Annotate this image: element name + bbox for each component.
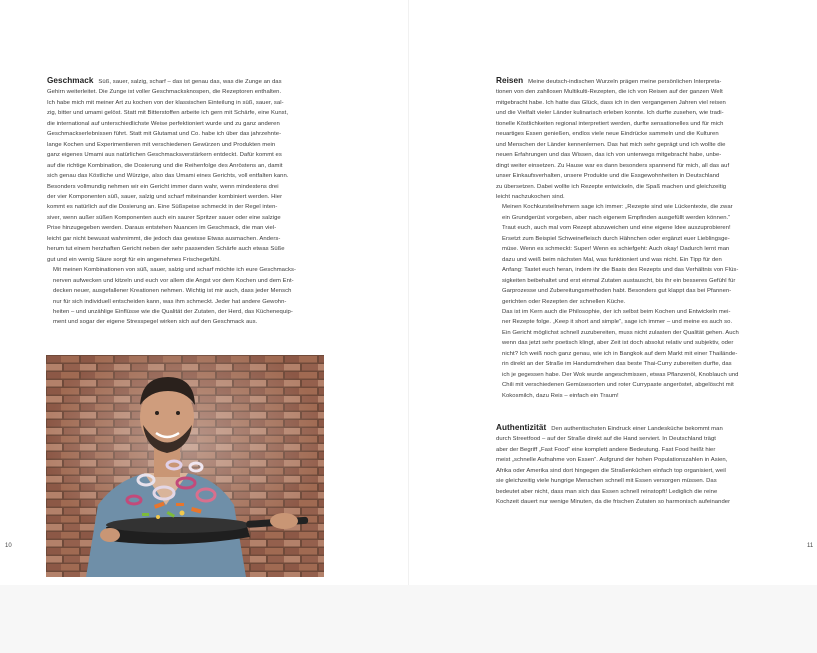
text-line: sigkeiten beibehaltet und erst einmal Zutaten austauscht, bis ihr ein besseres Gefühl für (502, 277, 736, 284)
bottom-shadow-band (0, 585, 817, 653)
text-line: Kochzeit dauert nur wenige Minuten, da die frischen Zutaten so harmonisch aufeinander (496, 499, 731, 506)
text-line: nur für sich individuell entscheiden kann, was ihm schmeckt. Jeder hat andere Gewohn- (53, 298, 287, 305)
reisen-paragraph-2 (496, 202, 772, 307)
text-line: leicht nachzukochen sind. (496, 193, 565, 200)
text-line: Anfang: Tastet euch heran, indem ihr die Basis des Rezepts und das Verhältnis von Flüs- (502, 267, 739, 274)
text-line: Meine deutsch-indischen Wurzeln prägen meine persönlichen Interpreta- (528, 79, 722, 85)
text-line: Den authentischsten Eindruck einer Landesküche bekommt man (551, 426, 723, 432)
text-line: decken neuer, ausgefallener Kreationen nehmen. Wichtig ist mir auch, dass jeder Mensch (53, 288, 292, 295)
text-line: Chili mit verschiedenen Gemüsesorten und roter Currypaste angeröstet, abgelöscht mit (502, 382, 734, 389)
page-number-right: 11 (807, 543, 814, 549)
text-line: tionen von den zahllosen Multikulti-Rezepten, die ich von Reisen auf der ganzen Welt (496, 89, 723, 96)
text-line: Meinen Kochkursteilnehmern sage ich immer: „Rezepte sind wie Lückentexte, die zwar (502, 204, 733, 211)
text-line: die international auf unterschiedlichste Weise perfektioniert wurde und zu ganz anderen (47, 120, 280, 127)
text-line: und Menschen der Länder kennenlernen. Das hat mich sehr geprägt und ich wollte die (496, 141, 726, 148)
text-line: Süß, sauer, salzig, scharf – das ist genau das, was die Zunge an das (98, 79, 282, 85)
text-line: zig, bitter und umami gelöst. Statt mit Bitterstoffen arbeite ich gern mit Schärfe, eine Kunst, (47, 110, 289, 117)
text-line: heiten – und unzählige Einflüsse wie die Qualität der Zutaten, der Herd, das Küchenequip- (53, 308, 293, 315)
book-gutter (408, 0, 409, 653)
text-line: Das ist im Kern auch die Philosophie, der ich selbst beim Kochen und Entwickeln mei- (502, 308, 731, 315)
text-line: ich je gegessen habe. Der Wok wurde angeschmissen, etwas Pflanzenöl, Knoblauch und (502, 371, 739, 378)
text-line: nicht? Ich weiß noch ganz genau, wie ich in Bangkok auf dem Markt mit einer Thailände- (502, 350, 738, 357)
text-line: Traut euch, auch mal vom Rezept abzuweichen und eine eigene Idee auszuprobieren! (502, 225, 731, 232)
text-line: müse. Wenn es schmeckt: Super! Wenn es schiefgeht: Auch okay! Dadurch lernt man (502, 246, 730, 253)
text-line: gut und ein wenig Säure sorgt für ein angenehmes Frischegefühl. (47, 256, 221, 263)
reisen-paragraph-1 (496, 76, 772, 202)
page-number-left: 10 (5, 543, 12, 549)
text-line: Mit meinen Kombinationen von süß, sauer, salzig und scharf möchte ich eure Geschmacks- (53, 267, 296, 274)
authentizitaet-paragraph-1 (496, 423, 772, 508)
text-line: ment und sogar der eigene Stresspegel wirken sich auf den Geschmack aus. (53, 319, 258, 326)
text-line: ein Grundgerüst vorgeben, aber nach eigenem Empfinden ausgefüllt werden können.“ (502, 214, 731, 221)
text-line: bedeutet aber nicht, dass man sich das Essen schnell reinstopft! Lediglich die reine (496, 488, 718, 495)
text-line: Gehirn weiterleitet. Die Zunge ist voller Geschmacksknospen, die Rezeptoren enthalten. (47, 89, 282, 96)
text-line: leicht gar nicht bewusst wahrnimmt, die jedoch das gewisse Etwas ausmachen. Anders- (47, 235, 281, 242)
text-line: nerven aufwecken und kitzeln und euch vor allem die Angst vor dem Kochen und dem Ent- (53, 277, 294, 284)
text-line: Geschmackserlebnissen führt. Statt mit Glutamat und Co. habe ich über das jahrzehnte- (47, 131, 282, 138)
text-line: unser Einkaufsverhalten, unsere Produkte und die Essgewohnheiten in Deutschland (496, 173, 720, 180)
reisen-section (496, 76, 772, 401)
text-line: zu übersetzen. Dabei wollte ich Rezepte entwickeln, die Spaß machen und gleichzeitig (496, 183, 727, 190)
text-line: Kokosmilch, dazu Reis – einfach ein Traum! (502, 392, 619, 399)
text-line: Ersetzt zum Beispiel Schweinefleisch durch Hähnchen oder ergänzt euer Lieblingsge- (502, 235, 730, 242)
text-line: mitgebracht habe. Ich hatte das Glück, dass ich in den vergangenen Jahren viel reisen (496, 99, 726, 106)
text-line: und die Vielfalt vieler Länder kulinarisch erleben konnte. Ich durfte zusehen, wie tradi- (496, 110, 724, 117)
text-line: auf die richtige Kombination, die Dosierung und die Reihenfolge des Anröstens an, damit (47, 162, 283, 169)
text-line: kommt es natürlich auf die Dosierung an. Eine Süßspeise schmeckt in der Regel inten- (47, 204, 278, 211)
text-line: sich genau das Köstliche und Würzige, also das Umami eines Gerichts, voll entfalten kann. (47, 173, 289, 180)
text-line: gerichten oder Rezepten der schnellen Küche. (502, 298, 626, 305)
text-line: ner Rezepte folge. „Keep it short and simple“, sage ich immer – und meine es auch so. (502, 319, 733, 326)
authentizitaet-section (496, 423, 772, 508)
text-line: durch Streetfood – auf der Straße direkt auf die Hand serviert. In Deutschland trägt (496, 436, 716, 443)
text-line: Garprozesse und Zubereitungsmethoden habt. Besonders gut klappt das bei Pfannen- (502, 288, 732, 295)
text-line: dingt weiter einsetzen. Zu Hause war es dann besonders spannend für mich, all das auf (496, 162, 730, 169)
geschmack-section (47, 76, 331, 328)
text-line: sie gleichzeitig viele hungrige Menschen schnell mit Essen versorgen müssen. Das (496, 478, 717, 485)
text-line: ganz eigenes Umami aus natürlichen Geschmacksverstärkern entdeckt. Dafür kommt es (47, 152, 282, 159)
text-line: rin direkt an der Straße im Handumdrehen das beste Thai-Curry zubereiten durfte, das (502, 361, 732, 368)
text-line: aber der Begriff „Fast Food“ eine komplett andere Bedeutung. Fast Food heißt hier (496, 446, 716, 453)
geschmack-heading: Geschmack (47, 76, 94, 85)
geschmack-paragraph-1 (47, 76, 331, 265)
reisen-paragraph-3 (496, 307, 772, 401)
text-line: tionelle Köstlichkeiten regional interpretiert werden, durfte sensationelles und für mich (496, 120, 724, 127)
text-line: Afrika oder Amerika sind dort hingegen die Straßenküchen einfach top organisiert, weil (496, 467, 726, 474)
geschmack-paragraph-2 (47, 265, 331, 328)
text-line: lange Kochen und Experimentieren mit verschiedenen Gewürzen und Produkten mein (47, 141, 276, 148)
text-line: Prise hinzugegeben werden. Daraus entstehen Nuancen im Geschmack, die man viel- (47, 225, 277, 232)
chef-flambe-photo (46, 355, 324, 577)
text-line: Ein Gericht möglichst schnell zuzubereiten, muss nicht zulasten der Qualität gehen. Auch (502, 329, 739, 336)
text-line: dazu und weiß beim nächsten Mal, was funktioniert und was nicht. Ein Tipp für den (502, 256, 722, 263)
text-line: der vier Komponenten süß, sauer, salzig und scharf miteinander kombiniert werden. Hier (47, 193, 283, 200)
text-line: wenn das jetzt sehr poetisch klingt, aber Zeit ist doch absolut relativ und subjektiv, oder (502, 340, 734, 347)
authentizitaet-heading: Authentizität (496, 423, 547, 432)
text-line: neuen Erfahrungen und das Wissen, das ich von unterwegs mitgebracht habe, unbe- (496, 152, 722, 159)
text-line: Besonders vollmundig nehmen wir ein Gericht immer dann wahr, wenn mindestens drei (47, 183, 279, 190)
text-line: herum tut einem herzhaften Gericht neben der sehr passenden Schärfe auch etwas Süße (47, 246, 285, 253)
text-line: Ich habe mich mit meiner Art zu kochen von der klassischen Einteilung in süß, sauer, sal- (47, 99, 284, 106)
reisen-heading: Reisen (496, 76, 524, 85)
text-line: meist „schnelle Aufnahme von Essen“. Aufgrund der hohen Populationszahlen in Asien, (496, 457, 728, 464)
text-line: siver, wenn außer süßen Komponenten auch ein saurer Spritzer sauer oder eine salzige (47, 214, 281, 221)
text-line: neuartiges Essen genießen, endlos viele neue Eindrücke sammeln und die Kulturen (496, 131, 719, 138)
